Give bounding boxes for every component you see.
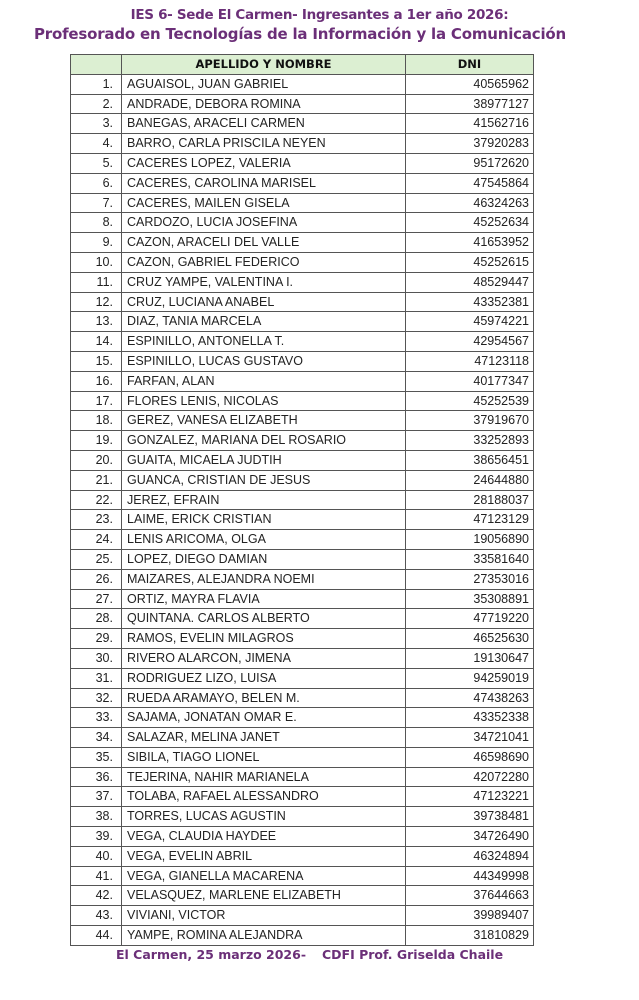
- row-name: GUANCA, CRISTIAN DE JESUS: [122, 470, 406, 490]
- row-dni: 47123129: [406, 510, 534, 530]
- row-number: 30.: [71, 648, 122, 668]
- row-dni: 95172620: [406, 153, 534, 173]
- row-dni: 41562716: [406, 114, 534, 134]
- row-name: CRUZ YAMPE, VALENTINA I.: [122, 272, 406, 292]
- row-dni: 35308891: [406, 589, 534, 609]
- row-name: FARFAN, ALAN: [122, 371, 406, 391]
- row-name: BARRO, CARLA PRISCILA NEYEN: [122, 134, 406, 154]
- row-dni: 27353016: [406, 569, 534, 589]
- table-row: [71, 213, 534, 233]
- footer-date: El Carmen, 25 marzo 2026-: [116, 947, 307, 962]
- row-number: 37.: [71, 787, 122, 807]
- table-row: [71, 609, 534, 629]
- table-row: [71, 490, 534, 510]
- row-dni: 41653952: [406, 233, 534, 253]
- row-name: QUINTANA. CARLOS ALBERTO: [122, 609, 406, 629]
- row-number: 35.: [71, 747, 122, 767]
- row-dni: 37920283: [406, 134, 534, 154]
- row-name: TORRES, LUCAS AGUSTIN: [122, 807, 406, 827]
- row-dni: 33581640: [406, 549, 534, 569]
- row-dni: 46598690: [406, 747, 534, 767]
- row-number: 33.: [71, 708, 122, 728]
- row-name: FLORES LENIS, NICOLAS: [122, 391, 406, 411]
- row-dni: 38656451: [406, 450, 534, 470]
- row-name: ESPINILLO, LUCAS GUSTAVO: [122, 351, 406, 371]
- row-name: RODRIGUEZ LIZO, LUISA: [122, 668, 406, 688]
- table-row: [71, 233, 534, 253]
- table-row: [71, 450, 534, 470]
- row-dni: 45252615: [406, 252, 534, 272]
- row-number: 11.: [71, 272, 122, 292]
- row-number: 15.: [71, 351, 122, 371]
- table-row: [71, 371, 534, 391]
- row-dni: 40565962: [406, 74, 534, 94]
- row-number: 18.: [71, 411, 122, 431]
- row-name: CAZON, GABRIEL FEDERICO: [122, 252, 406, 272]
- row-dni: 44349998: [406, 866, 534, 886]
- row-dni: 39989407: [406, 906, 534, 926]
- row-name: ORTIZ, MAYRA FLAVIA: [122, 589, 406, 609]
- row-dni: 47123118: [406, 351, 534, 371]
- table-row: [71, 708, 534, 728]
- table-row: [71, 589, 534, 609]
- row-dni: 34726490: [406, 827, 534, 847]
- row-number: 22.: [71, 490, 122, 510]
- header-dni: DNI: [406, 55, 534, 75]
- row-dni: 19056890: [406, 530, 534, 550]
- row-name: VEGA, CLAUDIA HAYDEE: [122, 827, 406, 847]
- row-number: 28.: [71, 609, 122, 629]
- table-row: [71, 728, 534, 748]
- row-number: 8.: [71, 213, 122, 233]
- row-number: 40.: [71, 846, 122, 866]
- row-dni: 45252634: [406, 213, 534, 233]
- table-row: [71, 332, 534, 352]
- row-number: 12.: [71, 292, 122, 312]
- row-number: 24.: [71, 530, 122, 550]
- row-number: 31.: [71, 668, 122, 688]
- row-dni: 31810829: [406, 926, 534, 946]
- row-dni: 37644663: [406, 886, 534, 906]
- row-name: YAMPE, ROMINA ALEJANDRA: [122, 926, 406, 946]
- row-number: 19.: [71, 431, 122, 451]
- row-name: SAJAMA, JONATAN OMAR E.: [122, 708, 406, 728]
- row-dni: 47123221: [406, 787, 534, 807]
- row-name: CACERES, CAROLINA MARISEL: [122, 173, 406, 193]
- row-dni: 47719220: [406, 609, 534, 629]
- row-number: 38.: [71, 807, 122, 827]
- row-number: 41.: [71, 866, 122, 886]
- row-dni: 94259019: [406, 668, 534, 688]
- row-dni: 40177347: [406, 371, 534, 391]
- row-number: 29.: [71, 629, 122, 649]
- row-dni: 34721041: [406, 728, 534, 748]
- row-name: VEGA, GIANELLA MACARENA: [122, 866, 406, 886]
- row-name: VEGA, EVELIN ABRIL: [122, 846, 406, 866]
- row-dni: 45252539: [406, 391, 534, 411]
- row-name: CACERES LOPEZ, VALERIA: [122, 153, 406, 173]
- row-name: AGUAISOL, JUAN GABRIEL: [122, 74, 406, 94]
- row-dni: 45974221: [406, 312, 534, 332]
- row-name: CARDOZO, LUCIA JOSEFINA: [122, 213, 406, 233]
- row-dni: 46525630: [406, 629, 534, 649]
- table-body: [71, 74, 534, 945]
- row-dni: 43352338: [406, 708, 534, 728]
- table-row: [71, 807, 534, 827]
- row-number: 26.: [71, 569, 122, 589]
- row-number: 34.: [71, 728, 122, 748]
- students-table: [70, 54, 534, 946]
- row-number: 17.: [71, 391, 122, 411]
- table-row: [71, 391, 534, 411]
- row-dni: 46324894: [406, 846, 534, 866]
- row-name: DIAZ, TANIA MARCELA: [122, 312, 406, 332]
- row-dni: 38977127: [406, 94, 534, 114]
- row-dni: 47438263: [406, 688, 534, 708]
- document-title: IES 6- Sede El Carmen- Ingresantes a 1er año 2026:: [130, 7, 509, 23]
- row-number: 21.: [71, 470, 122, 490]
- row-name: SALAZAR, MELINA JANET: [122, 728, 406, 748]
- document-subtitle: Profesorado en Tecnologías de la Información y la Comunicación: [33, 25, 567, 43]
- table-row: [71, 846, 534, 866]
- row-number: 23.: [71, 510, 122, 530]
- row-dni: 37919670: [406, 411, 534, 431]
- row-name: RUEDA ARAMAYO, BELEN M.: [122, 688, 406, 708]
- table-header-row: [71, 55, 534, 75]
- row-name: ESPINILLO, ANTONELLA T.: [122, 332, 406, 352]
- row-name: RAMOS, EVELIN MILAGROS: [122, 629, 406, 649]
- row-number: 14.: [71, 332, 122, 352]
- row-number: 2.: [71, 94, 122, 114]
- row-dni: 46324263: [406, 193, 534, 213]
- row-number: 1.: [71, 74, 122, 94]
- row-number: 27.: [71, 589, 122, 609]
- row-number: 6.: [71, 173, 122, 193]
- table-row: [71, 510, 534, 530]
- row-name: MAIZARES, ALEJANDRA NOEMI: [122, 569, 406, 589]
- row-number: 10.: [71, 252, 122, 272]
- row-dni: 24644880: [406, 470, 534, 490]
- row-dni: 43352381: [406, 292, 534, 312]
- row-name: LOPEZ, DIEGO DAMIAN: [122, 549, 406, 569]
- row-number: 5.: [71, 153, 122, 173]
- table-row: [71, 94, 534, 114]
- footer: [0, 947, 639, 967]
- table-row: [71, 193, 534, 213]
- row-number: 9.: [71, 233, 122, 253]
- table-row: [71, 827, 534, 847]
- table-row: [71, 767, 534, 787]
- row-number: 25.: [71, 549, 122, 569]
- table-row: [71, 252, 534, 272]
- row-number: 4.: [71, 134, 122, 154]
- table-row: [71, 747, 534, 767]
- table-row: [71, 629, 534, 649]
- table-row: [71, 431, 534, 451]
- row-name: CAZON, ARACELI DEL VALLE: [122, 233, 406, 253]
- table-row: [71, 648, 534, 668]
- table-row: [71, 74, 534, 94]
- row-number: 16.: [71, 371, 122, 391]
- table-row: [71, 569, 534, 589]
- table-row: [71, 886, 534, 906]
- row-name: VELASQUEZ, MARLENE ELIZABETH: [122, 886, 406, 906]
- row-name: SIBILA, TIAGO LIONEL: [122, 747, 406, 767]
- row-dni: 19130647: [406, 648, 534, 668]
- row-name: TEJERINA, NAHIR MARIANELA: [122, 767, 406, 787]
- row-name: GUAITA, MICAELA JUDTIH: [122, 450, 406, 470]
- row-dni: 47545864: [406, 173, 534, 193]
- table-row: [71, 292, 534, 312]
- row-name: RIVERO ALARCON, JIMENA: [122, 648, 406, 668]
- table-row: [71, 688, 534, 708]
- row-dni: 42954567: [406, 332, 534, 352]
- table-row: [71, 906, 534, 926]
- table-row: [71, 114, 534, 134]
- row-name: CACERES, MAILEN GISELA: [122, 193, 406, 213]
- row-name: LAIME, ERICK CRISTIAN: [122, 510, 406, 530]
- table-row: [71, 530, 534, 550]
- header-name: APELLIDO Y NOMBRE: [122, 55, 406, 75]
- table-row: [71, 351, 534, 371]
- row-number: 39.: [71, 827, 122, 847]
- table-row: [71, 153, 534, 173]
- row-dni: 39738481: [406, 807, 534, 827]
- row-number: 32.: [71, 688, 122, 708]
- row-number: 7.: [71, 193, 122, 213]
- footer-signature: CDFI Prof. Griselda Chaile: [322, 947, 504, 962]
- row-dni: 33252893: [406, 431, 534, 451]
- table-row: [71, 549, 534, 569]
- table-row: [71, 272, 534, 292]
- table-row: [71, 926, 534, 946]
- row-number: 36.: [71, 767, 122, 787]
- row-name: CRUZ, LUCIANA ANABEL: [122, 292, 406, 312]
- row-name: LENIS ARICOMA, OLGA: [122, 530, 406, 550]
- row-number: 44.: [71, 926, 122, 946]
- row-dni: 48529447: [406, 272, 534, 292]
- row-name: TOLABA, RAFAEL ALESSANDRO: [122, 787, 406, 807]
- row-name: GONZALEZ, MARIANA DEL ROSARIO: [122, 431, 406, 451]
- table-row: [71, 173, 534, 193]
- row-name: BANEGAS, ARACELI CARMEN: [122, 114, 406, 134]
- table-row: [71, 668, 534, 688]
- row-name: VIVIANI, VICTOR: [122, 906, 406, 926]
- row-name: JEREZ, EFRAIN: [122, 490, 406, 510]
- table-row: [71, 787, 534, 807]
- row-name: ANDRADE, DEBORA ROMINA: [122, 94, 406, 114]
- table-row: [71, 411, 534, 431]
- row-number: 42.: [71, 886, 122, 906]
- row-number: 43.: [71, 906, 122, 926]
- header-number: [71, 55, 122, 75]
- row-dni: 42072280: [406, 767, 534, 787]
- table-row: [71, 312, 534, 332]
- row-number: 13.: [71, 312, 122, 332]
- row-number: 3.: [71, 114, 122, 134]
- table-row: [71, 866, 534, 886]
- table-row: [71, 470, 534, 490]
- row-number: 20.: [71, 450, 122, 470]
- row-name: GEREZ, VANESA ELIZABETH: [122, 411, 406, 431]
- table-row: [71, 134, 534, 154]
- row-dni: 28188037: [406, 490, 534, 510]
